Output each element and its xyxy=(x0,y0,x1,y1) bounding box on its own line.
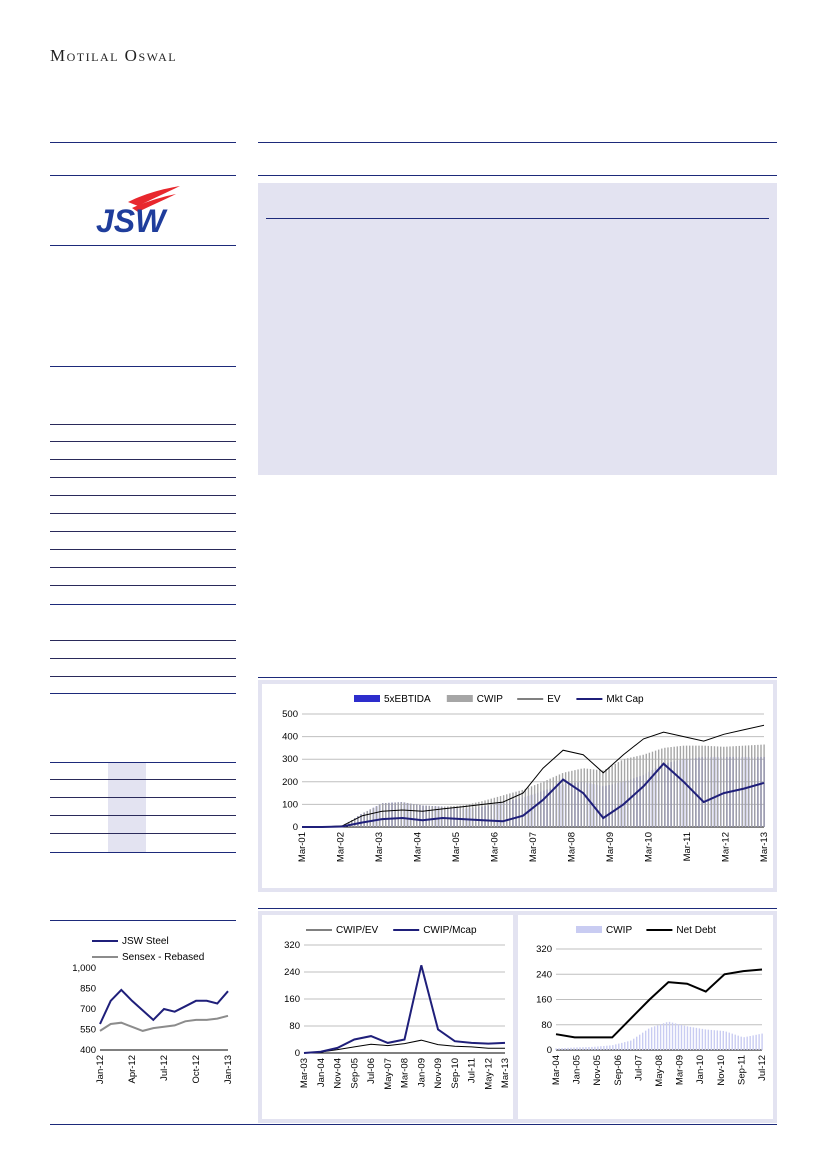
x-tick-label: Mar-08 xyxy=(399,1058,411,1089)
bar xyxy=(690,1027,691,1050)
x-tick-label: May-07 xyxy=(382,1058,394,1090)
bar xyxy=(704,746,705,827)
bar xyxy=(576,1047,577,1050)
bar xyxy=(699,1028,700,1050)
bar xyxy=(612,1045,613,1050)
x-tick-label: Mar-09 xyxy=(674,1055,686,1086)
ev-chart xyxy=(262,684,773,888)
y-tick-label: 550 xyxy=(80,1024,96,1036)
bar xyxy=(591,1047,592,1050)
bar xyxy=(506,794,507,827)
bar xyxy=(580,769,581,827)
brand-name: Motilal Oswal xyxy=(50,46,178,65)
bar xyxy=(382,803,383,827)
bar xyxy=(735,746,736,827)
left-table-row-line xyxy=(50,658,236,659)
y-tick-label: 850 xyxy=(80,983,96,995)
bar xyxy=(494,798,495,827)
bar xyxy=(741,1037,742,1050)
bar xyxy=(708,1030,709,1050)
bar xyxy=(711,1030,712,1050)
x-tick-label: Mar-01 xyxy=(297,832,308,863)
legend-label: Mkt Cap xyxy=(606,694,644,705)
bar xyxy=(618,1044,619,1050)
bar xyxy=(752,1035,753,1050)
left-table-row-line xyxy=(50,549,236,550)
bar xyxy=(663,1023,664,1050)
bar xyxy=(618,762,619,827)
x-tick-label: Mar-11 xyxy=(682,832,693,862)
bar xyxy=(577,769,578,827)
bar xyxy=(702,1029,703,1050)
bar xyxy=(746,1037,747,1050)
left-table-row-line xyxy=(50,531,236,532)
legend-label: CWIP/Mcap xyxy=(423,925,477,936)
y-tick-label: 0 xyxy=(294,1048,300,1059)
bar xyxy=(664,748,665,827)
bar xyxy=(497,797,498,827)
bar xyxy=(379,805,380,827)
bar xyxy=(636,1037,637,1050)
bar xyxy=(594,1047,595,1050)
bar xyxy=(388,803,389,827)
x-tick-label: May-08 xyxy=(654,1055,665,1087)
left-table-row-line xyxy=(50,513,236,514)
x-tick-label: Sep-10 xyxy=(449,1058,461,1089)
bar xyxy=(398,802,399,827)
x-tick-label: Mar-02 xyxy=(335,832,347,863)
bar xyxy=(692,746,693,827)
x-tick-label: Mar-03 xyxy=(299,1058,310,1089)
x-tick-label: Nov-10 xyxy=(715,1055,727,1086)
bar xyxy=(720,747,721,827)
y-tick-label: 500 xyxy=(282,709,298,720)
x-tick-label: Jan-04 xyxy=(315,1058,327,1088)
bar xyxy=(670,747,671,827)
bar xyxy=(456,806,457,827)
legend-label: Sensex - Rebased xyxy=(122,952,205,963)
highlight-column xyxy=(108,762,146,853)
bar xyxy=(624,1042,625,1050)
bar xyxy=(584,768,585,827)
bar xyxy=(588,1047,589,1050)
bar xyxy=(720,1031,721,1050)
y-tick-label: 0 xyxy=(292,822,298,833)
bar xyxy=(574,770,575,827)
bar xyxy=(528,788,529,827)
bar xyxy=(475,803,476,827)
left-table-row-line xyxy=(50,495,236,496)
y-tick-label: 320 xyxy=(536,944,552,955)
bar xyxy=(585,1047,586,1050)
x-tick-label: Jan-05 xyxy=(571,1055,583,1085)
x-tick-label: Mar-03 xyxy=(374,832,385,863)
bar xyxy=(453,806,454,827)
x-tick-label: Jul-12 xyxy=(757,1055,768,1081)
bar xyxy=(597,1046,598,1050)
bar xyxy=(579,1047,580,1050)
left-table-row-line xyxy=(50,585,236,586)
y-tick-label: 320 xyxy=(284,940,300,951)
x-tick-label: Mar-09 xyxy=(605,832,616,863)
bar xyxy=(596,770,597,827)
bar xyxy=(639,755,640,827)
bar xyxy=(760,745,761,827)
bar xyxy=(732,746,733,827)
x-tick-label: Mar-10 xyxy=(643,832,655,863)
legend-label: JSW Steel xyxy=(122,936,169,947)
bar xyxy=(677,746,678,827)
bar xyxy=(460,806,461,827)
bar xyxy=(624,759,625,827)
x-tick-label: Sep-11 xyxy=(736,1055,748,1085)
bar xyxy=(600,1046,601,1050)
x-tick-label: Apr-12 xyxy=(127,1055,138,1084)
bar xyxy=(478,802,479,827)
bar xyxy=(714,746,715,827)
bar xyxy=(672,1023,673,1050)
bar xyxy=(717,746,718,827)
bar xyxy=(429,806,430,827)
bar xyxy=(742,746,743,827)
bar xyxy=(675,1023,676,1050)
bar xyxy=(391,803,392,827)
x-tick-label: Sep-05 xyxy=(349,1058,361,1089)
bar xyxy=(546,780,547,827)
bar xyxy=(714,1030,715,1050)
bar xyxy=(642,755,643,827)
y-tick-label: 160 xyxy=(536,994,552,1006)
price-chart-rule xyxy=(50,920,236,921)
bar xyxy=(615,1044,616,1050)
price-chart xyxy=(50,926,236,1110)
right-rule-second xyxy=(258,175,777,176)
bar xyxy=(570,1048,571,1050)
bar xyxy=(370,809,371,827)
series-line xyxy=(100,1016,228,1031)
legend-swatch xyxy=(576,926,602,933)
bar xyxy=(556,776,557,827)
bar xyxy=(648,1029,649,1050)
x-tick-label: Jan-12 xyxy=(95,1055,106,1085)
bar xyxy=(593,769,594,827)
bar xyxy=(723,1031,724,1050)
left-table2-line xyxy=(50,779,236,780)
y-tick-label: 80 xyxy=(289,1021,300,1032)
left-table2-line xyxy=(50,797,236,798)
bar xyxy=(543,781,544,827)
bar xyxy=(693,1027,694,1050)
bar xyxy=(615,764,616,827)
bar xyxy=(447,806,448,827)
bar xyxy=(761,1034,762,1050)
bar xyxy=(606,1046,607,1050)
bar xyxy=(708,746,709,827)
bar xyxy=(723,747,724,827)
bar xyxy=(711,746,712,827)
y-tick-label: 240 xyxy=(284,967,300,978)
bar xyxy=(444,807,445,827)
x-tick-label: Jan-09 xyxy=(416,1058,428,1088)
bar xyxy=(553,777,554,827)
legend-label: 5xEBTIDA xyxy=(384,694,431,705)
bottom-charts-rule xyxy=(258,908,777,909)
bar xyxy=(755,1035,756,1050)
bar xyxy=(410,804,411,827)
bar xyxy=(407,803,408,827)
bar xyxy=(684,1026,685,1050)
left-table-row-line xyxy=(50,676,236,677)
left-table2-line xyxy=(50,762,236,763)
bar xyxy=(582,1047,583,1050)
bar xyxy=(450,806,451,827)
x-tick-label: Jul-12 xyxy=(159,1055,170,1081)
x-tick-label: Mar-04 xyxy=(412,832,424,863)
left-table2-line xyxy=(50,833,236,834)
cwip-debt-chart xyxy=(518,915,773,1119)
x-tick-label: Nov-04 xyxy=(332,1058,344,1089)
left-table-row-line xyxy=(50,477,236,478)
bar xyxy=(385,803,386,827)
bar xyxy=(394,803,395,827)
left-table-row-line xyxy=(50,567,236,568)
bar xyxy=(666,1022,667,1050)
bar xyxy=(558,1048,559,1050)
x-tick-label: Mar-06 xyxy=(489,832,501,863)
bar xyxy=(367,811,368,827)
left-table-section-line xyxy=(50,693,236,694)
left-table2-line xyxy=(50,852,236,853)
bar xyxy=(701,746,702,827)
bar xyxy=(705,1029,706,1050)
x-tick-label: May-12 xyxy=(483,1058,495,1090)
x-tick-label: Jan-10 xyxy=(695,1055,707,1085)
x-tick-label: Jul-06 xyxy=(366,1058,377,1084)
bar xyxy=(561,1048,562,1050)
bar xyxy=(525,789,526,827)
bar xyxy=(660,1024,661,1050)
bar xyxy=(680,746,681,827)
bar xyxy=(657,1025,658,1050)
bar xyxy=(642,1033,643,1050)
x-tick-label: Nov-05 xyxy=(592,1055,604,1086)
legend-label: CWIP xyxy=(606,925,633,936)
bar xyxy=(522,790,523,827)
bar xyxy=(627,1041,628,1050)
bar xyxy=(645,1031,646,1050)
bar xyxy=(667,747,668,827)
bar xyxy=(749,1036,750,1050)
bar xyxy=(630,1041,631,1050)
y-tick-label: 100 xyxy=(282,799,298,811)
x-tick-label: Mar-04 xyxy=(551,1055,562,1086)
bar xyxy=(404,802,405,827)
summary-panel-rule xyxy=(266,218,769,219)
y-tick-label: 1,000 xyxy=(72,963,96,974)
bar xyxy=(463,805,464,827)
y-tick-label: 0 xyxy=(546,1045,552,1056)
right-rule-top xyxy=(258,142,777,143)
left-table-row-line xyxy=(50,640,236,641)
bar xyxy=(673,747,674,827)
bar xyxy=(678,1024,679,1050)
ev-chart-rule xyxy=(258,677,777,678)
bar xyxy=(469,804,470,827)
bar xyxy=(743,1037,744,1050)
bar xyxy=(729,746,730,827)
bar xyxy=(649,753,650,827)
legend-label: CWIP/EV xyxy=(336,925,379,936)
bar xyxy=(432,806,433,827)
y-tick-label: 240 xyxy=(536,969,552,981)
bar xyxy=(652,752,653,827)
y-tick-label: 300 xyxy=(282,754,298,766)
left-table-row-line xyxy=(50,459,236,460)
left-table2-line xyxy=(50,815,236,816)
x-tick-label: Jan-13 xyxy=(223,1055,234,1085)
bar xyxy=(729,1033,730,1050)
bar xyxy=(500,796,501,827)
bar xyxy=(540,783,541,827)
bar xyxy=(422,806,423,827)
bar xyxy=(518,791,519,827)
bar xyxy=(568,772,569,827)
bar xyxy=(549,779,550,827)
bar xyxy=(698,746,699,827)
bar xyxy=(567,1048,568,1050)
bar xyxy=(696,1028,697,1050)
bar xyxy=(717,1030,718,1050)
bar xyxy=(466,805,467,827)
bar xyxy=(739,746,740,827)
bar xyxy=(669,1022,670,1050)
bar xyxy=(757,745,758,827)
bar xyxy=(763,745,764,827)
logo-text: JSW xyxy=(96,203,166,238)
bar xyxy=(481,801,482,827)
bar xyxy=(472,803,473,827)
bar xyxy=(419,805,420,827)
left-table-row-line xyxy=(50,424,236,425)
left-rule-section xyxy=(50,366,236,367)
bar xyxy=(401,802,402,827)
bar xyxy=(687,1026,688,1050)
bar xyxy=(564,1048,565,1050)
cwip-debt-chart-bg xyxy=(518,915,773,1119)
left-rule-logo-top xyxy=(50,175,236,176)
left-table-section-line xyxy=(50,604,236,605)
bar xyxy=(651,1027,652,1050)
legend-label: CWIP xyxy=(476,694,503,705)
bar xyxy=(639,1035,640,1050)
bar xyxy=(608,767,609,827)
jsw-logo xyxy=(88,184,198,238)
bar xyxy=(555,1048,556,1050)
x-tick-label: Mar-08 xyxy=(566,832,578,863)
y-tick-label: 700 xyxy=(80,1004,96,1015)
legend-swatch xyxy=(447,695,473,702)
y-tick-label: 200 xyxy=(282,776,298,788)
bar xyxy=(413,804,414,827)
y-tick-label: 80 xyxy=(541,1019,552,1031)
y-tick-label: 400 xyxy=(80,1045,96,1056)
x-tick-label: Mar-05 xyxy=(451,832,462,863)
bar xyxy=(603,1046,604,1050)
bar xyxy=(738,1036,739,1050)
bar xyxy=(605,769,606,827)
bar xyxy=(726,1032,727,1050)
bar xyxy=(646,754,647,827)
bar xyxy=(599,770,600,827)
bar xyxy=(531,786,532,827)
x-tick-label: Sep-06 xyxy=(612,1055,624,1086)
x-tick-label: Mar-13 xyxy=(759,832,770,863)
cwip-ev-chart xyxy=(262,915,513,1119)
bar xyxy=(726,747,727,827)
bar xyxy=(654,1026,655,1050)
bar xyxy=(627,758,628,827)
x-tick-label: Oct-12 xyxy=(191,1055,202,1084)
bar xyxy=(630,758,631,827)
left-rule-top xyxy=(50,142,236,143)
bar xyxy=(735,1035,736,1050)
legend-label: Net Debt xyxy=(676,925,716,936)
x-tick-label: Mar-12 xyxy=(720,832,732,863)
y-tick-label: 400 xyxy=(282,731,298,743)
bar xyxy=(621,1043,622,1050)
bar xyxy=(732,1034,733,1050)
x-tick-label: Jul-07 xyxy=(633,1055,645,1081)
bar xyxy=(633,757,634,827)
bar xyxy=(655,751,656,827)
bar xyxy=(683,746,684,827)
bar xyxy=(695,746,696,827)
bar xyxy=(590,769,591,827)
y-tick-label: 160 xyxy=(284,994,300,1005)
bar xyxy=(571,771,572,827)
bar xyxy=(661,749,662,827)
bar xyxy=(681,1025,682,1050)
bar xyxy=(758,1034,759,1050)
bar xyxy=(441,807,442,827)
bar xyxy=(573,1048,574,1050)
bar xyxy=(416,805,417,827)
bar xyxy=(373,808,374,827)
bar xyxy=(745,746,746,827)
x-tick-label: Mar-07 xyxy=(528,832,539,863)
left-rule-logo-bottom xyxy=(50,245,236,246)
x-tick-label: Mar-13 xyxy=(500,1058,511,1089)
left-table-row-line xyxy=(50,441,236,442)
summary-panel xyxy=(258,183,777,475)
bar xyxy=(621,760,622,827)
x-tick-label: Nov-09 xyxy=(433,1058,444,1089)
bar xyxy=(611,766,612,827)
legend-label: EV xyxy=(547,694,561,705)
legend-swatch xyxy=(354,695,380,702)
bar xyxy=(376,806,377,827)
x-tick-label: Jul-11 xyxy=(466,1058,478,1084)
footer-rule xyxy=(50,1124,777,1125)
bar xyxy=(609,1045,610,1050)
bar xyxy=(658,750,659,827)
bar xyxy=(633,1039,634,1050)
bar xyxy=(425,806,426,827)
